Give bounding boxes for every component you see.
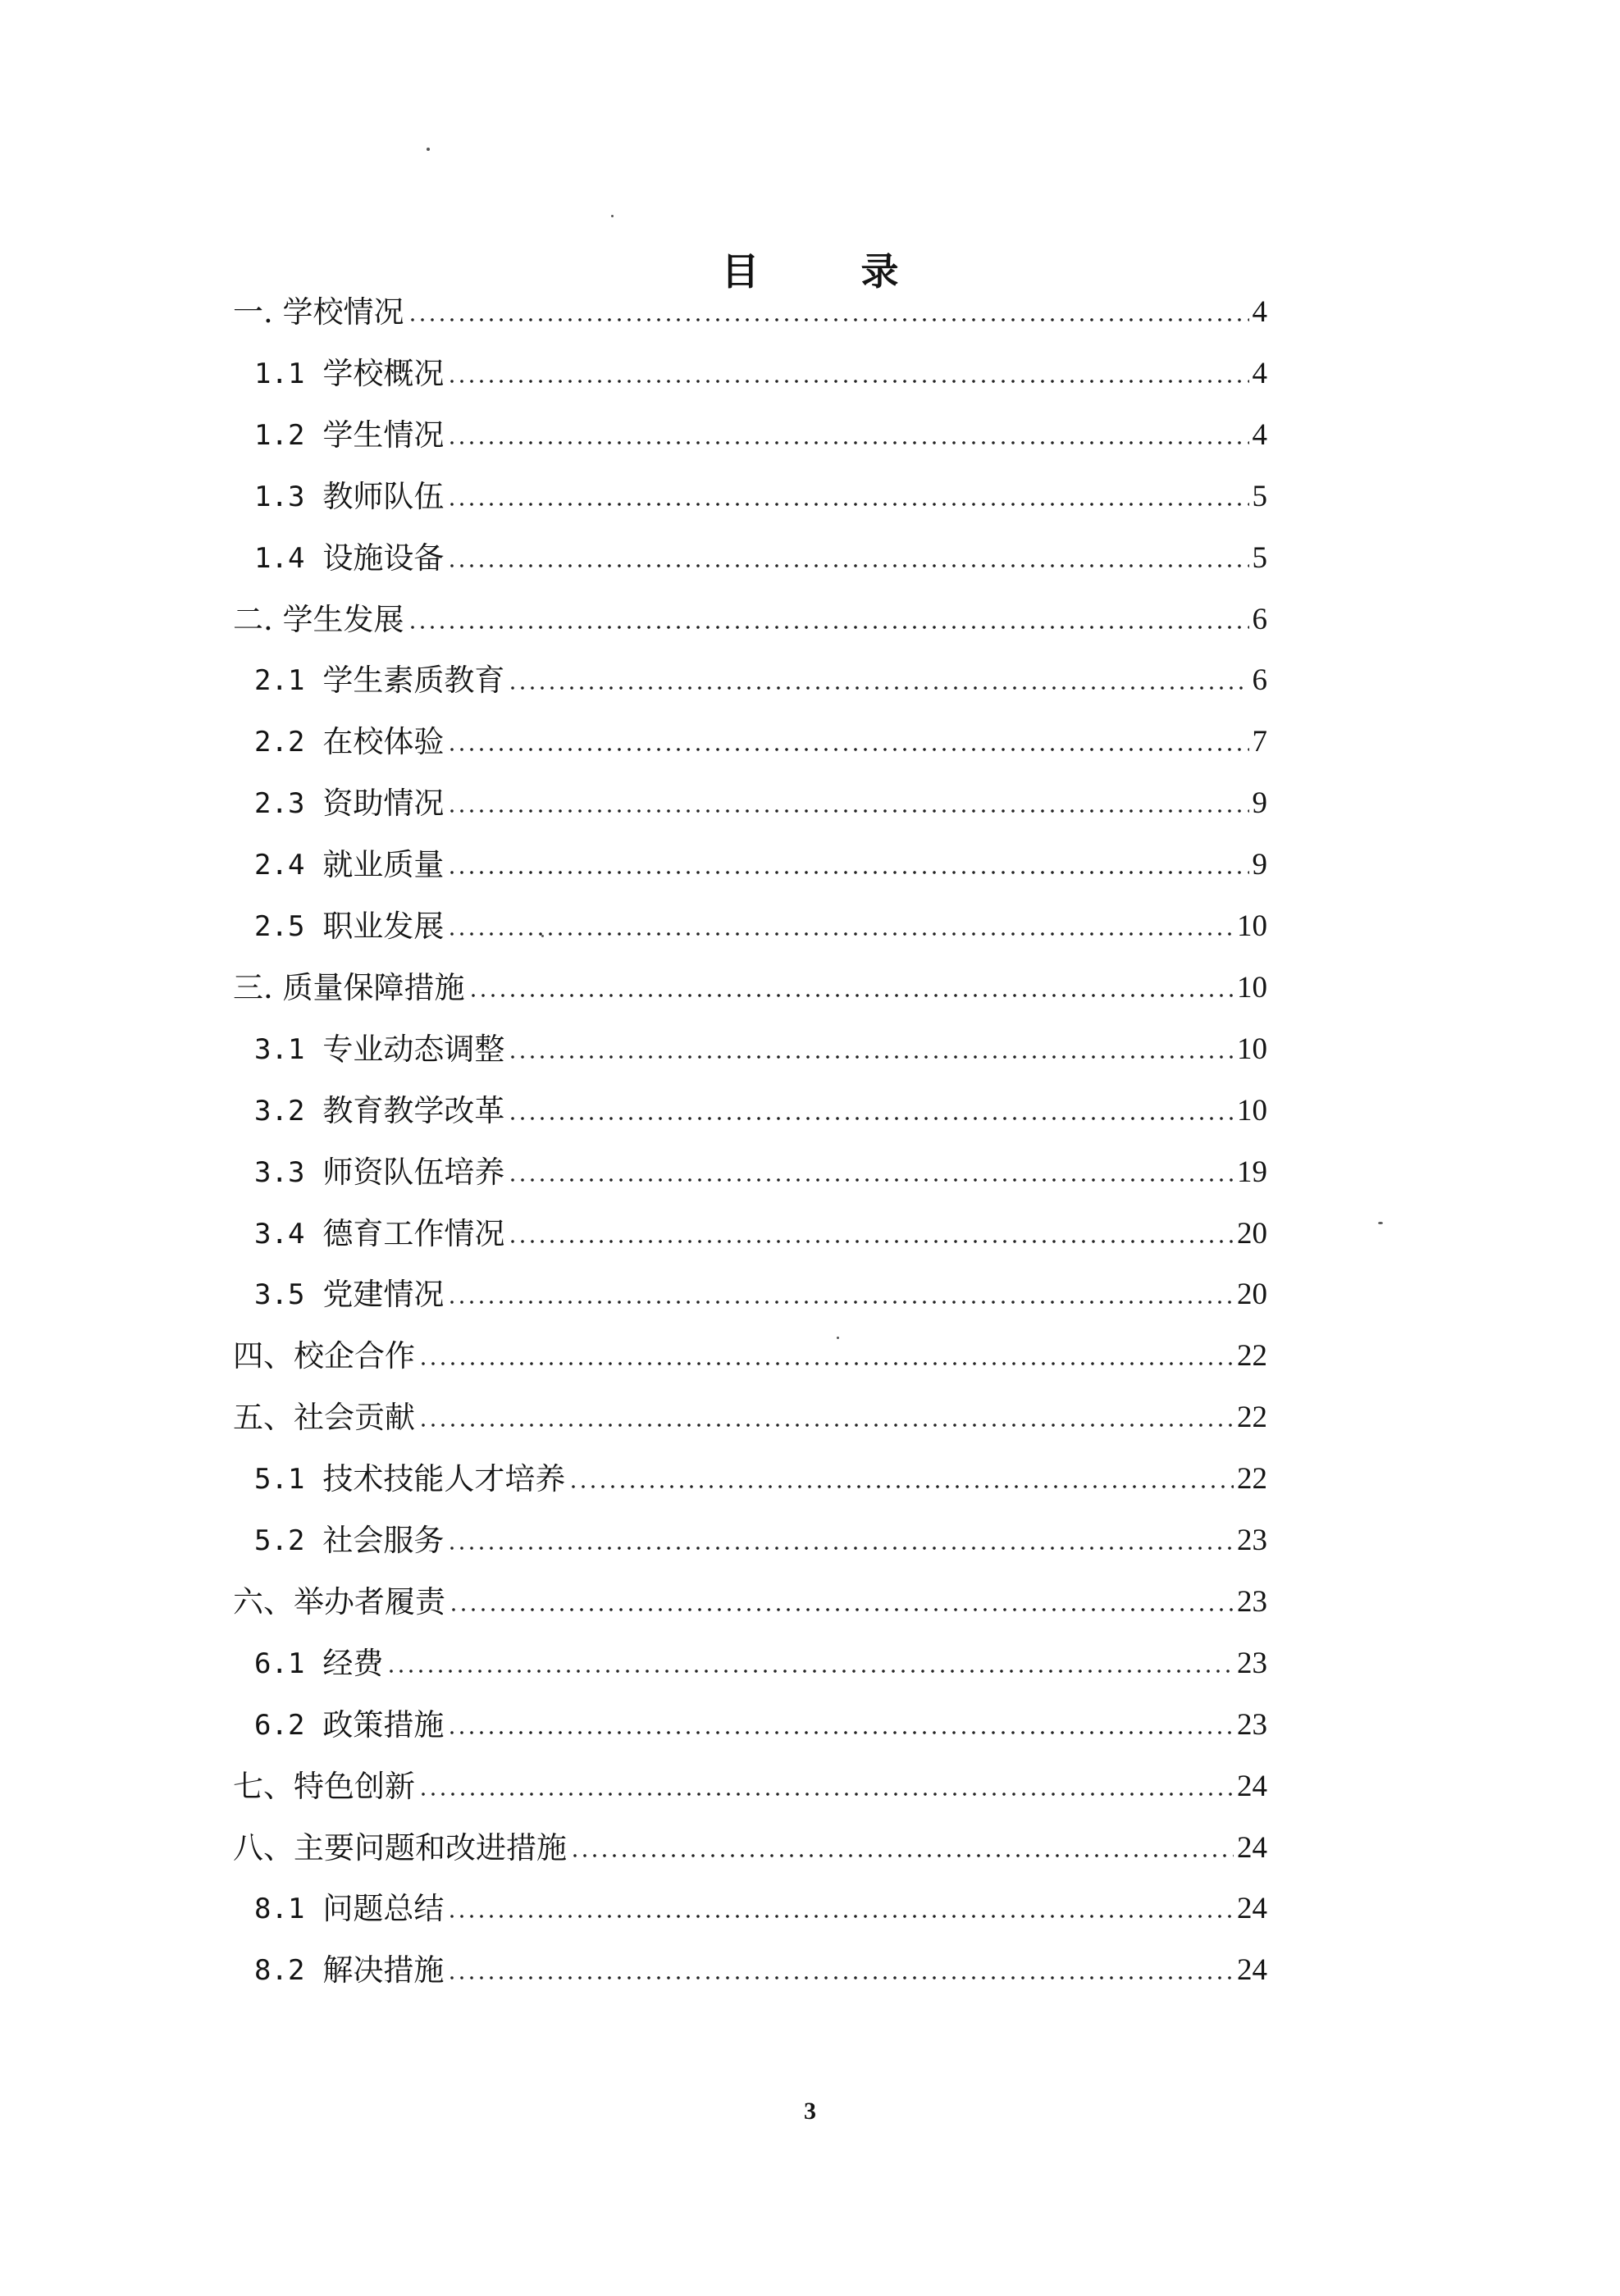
toc-entry[interactable] xyxy=(254,1704,1267,1743)
toc-entry[interactable] xyxy=(254,1519,1267,1559)
toc-entry-page: 20 xyxy=(1237,1278,1267,1312)
toc-entry-number: 1.4 xyxy=(254,541,305,575)
toc-entry-number: 6.2 xyxy=(254,1708,305,1742)
toc-entry-label: 在校体验 xyxy=(322,724,445,760)
toc-entry-page: 10 xyxy=(1237,909,1267,943)
toc-entry[interactable] xyxy=(233,967,1267,1006)
toc-entry-page: 24 xyxy=(1237,1830,1267,1865)
toc-entry[interactable] xyxy=(233,1827,1267,1866)
toc-entry[interactable] xyxy=(254,1151,1267,1191)
toc-entry-label: 学校概况 xyxy=(322,355,445,391)
toc-leader-dots xyxy=(447,380,1248,383)
toc-entry-page: 23 xyxy=(1237,1584,1267,1619)
toc-entry-page: 23 xyxy=(1237,1646,1267,1680)
toc-entry-number: 1.1 xyxy=(254,357,305,390)
toc-leader-dots xyxy=(508,1178,1234,1182)
toc-entry[interactable] xyxy=(233,291,1267,330)
toc-entry[interactable] xyxy=(254,1213,1267,1252)
toc-entry-number: 3.2 xyxy=(254,1094,305,1128)
toc-leader-dots xyxy=(418,1424,1234,1427)
toc-entry[interactable] xyxy=(233,1335,1267,1374)
toc-entry-label: 教育教学改革 xyxy=(322,1092,505,1128)
toc-leader-dots xyxy=(447,1976,1234,1979)
toc-entry-label: 学生情况 xyxy=(322,417,445,453)
toc-entry-page: 24 xyxy=(1237,1769,1267,1803)
toc-entry[interactable] xyxy=(254,1642,1267,1682)
toc-entry-page: 23 xyxy=(1237,1524,1267,1557)
toc-entry-page: 20 xyxy=(1237,1216,1267,1250)
toc-entry[interactable] xyxy=(254,1458,1267,1497)
toc-entry-page: 6 xyxy=(1252,602,1267,636)
toc-entry[interactable] xyxy=(254,414,1267,453)
toc-leader-dots xyxy=(568,1485,1234,1488)
toc-entry[interactable] xyxy=(254,1888,1267,1927)
scan-speck xyxy=(541,935,544,937)
toc-entry-label: 政策措施 xyxy=(322,1706,445,1742)
toc-entry-label: 六、举办者履责 xyxy=(233,1583,445,1620)
toc-entry[interactable] xyxy=(254,905,1267,945)
toc-entry-number: 2.3 xyxy=(254,787,305,821)
toc-leader-dots xyxy=(508,686,1248,690)
scan-speck xyxy=(837,1337,839,1339)
toc-leader-dots xyxy=(508,1240,1234,1243)
toc-entry-page: 4 xyxy=(1252,295,1267,329)
toc-leader-dots xyxy=(447,564,1248,567)
toc-entry[interactable] xyxy=(254,844,1267,883)
toc-entry-label: 资助情况 xyxy=(322,786,445,822)
toc-entry-label: 师资队伍培养 xyxy=(322,1154,505,1190)
toc-entry-label: 就业质量 xyxy=(322,847,445,883)
toc-entry-label: 职业发展 xyxy=(322,909,445,944)
toc-entry-label: 解决措施 xyxy=(322,1952,445,1988)
toc-entry-label: 德育工作情况 xyxy=(322,1215,505,1251)
toc-leader-dots xyxy=(447,809,1248,813)
toc-leader-dots xyxy=(447,441,1248,444)
toc-entry-number: 3.5 xyxy=(254,1278,305,1312)
toc-entry-label: 四、校企合作 xyxy=(233,1338,415,1374)
toc-entry-label: 二. 学生发展 xyxy=(233,601,404,637)
toc-entry-number: 3.3 xyxy=(254,1155,305,1189)
toc-entry[interactable] xyxy=(254,353,1267,392)
toc-entry-label: 专业动态调整 xyxy=(322,1031,505,1067)
toc-entry[interactable] xyxy=(233,1765,1267,1805)
toc-entry-page: 7 xyxy=(1252,725,1267,759)
toc-entry-number: 5.2 xyxy=(254,1524,305,1557)
toc-leader-dots xyxy=(508,1055,1234,1059)
toc-entry[interactable] xyxy=(254,782,1267,822)
toc-entry-label: 一. 学校情况 xyxy=(233,294,404,330)
scan-speck xyxy=(611,215,614,217)
toc-entry-label: 经费 xyxy=(322,1645,384,1681)
page-number: 3 xyxy=(804,2098,816,2125)
toc-entry-page: 5 xyxy=(1252,479,1267,513)
toc-entry-label: 设施设备 xyxy=(322,540,445,576)
toc-leader-dots xyxy=(386,1670,1234,1673)
toc-entry-label: 党建情况 xyxy=(322,1277,445,1313)
toc-entry-number: 2.4 xyxy=(254,849,305,882)
toc-entry-label: 技术技能人才培养 xyxy=(322,1461,566,1497)
toc-entry[interactable] xyxy=(233,599,1267,638)
toc-entry-page: 22 xyxy=(1237,1339,1267,1374)
toc-entry[interactable] xyxy=(254,476,1267,515)
toc-entry[interactable] xyxy=(254,659,1267,699)
toc-entry-number: 1.3 xyxy=(254,480,305,513)
toc-entry-label: 八、主要问题和改进措施 xyxy=(233,1829,567,1866)
toc-entry-page: 9 xyxy=(1252,786,1267,821)
toc-entry-number: 6.1 xyxy=(254,1647,305,1680)
toc-leader-dots xyxy=(447,503,1248,506)
toc-leader-dots xyxy=(418,1793,1234,1796)
toc-entry-page: 9 xyxy=(1252,848,1267,882)
toc-leader-dots xyxy=(408,318,1249,321)
toc-entry-number: 1.2 xyxy=(254,418,305,452)
scan-speck xyxy=(1378,1222,1383,1224)
scan-speck xyxy=(427,148,430,151)
toc-leader-dots xyxy=(418,1362,1234,1365)
toc-leader-dots xyxy=(447,1915,1234,1918)
toc-leader-dots xyxy=(447,1731,1234,1734)
toc-leader-dots xyxy=(447,932,1234,936)
toc-leader-dots xyxy=(447,748,1248,751)
toc-entry[interactable] xyxy=(254,1949,1267,1988)
toc-leader-dots xyxy=(468,994,1234,997)
toc-leader-dots xyxy=(570,1854,1234,1857)
toc-entry-number: 3.4 xyxy=(254,1217,305,1250)
toc-entry-page: 10 xyxy=(1237,970,1267,1004)
toc-entry-number: 8.2 xyxy=(254,1954,305,1988)
toc-entry-page: 6 xyxy=(1252,663,1267,698)
toc-leader-dots xyxy=(447,871,1248,874)
toc-entry[interactable] xyxy=(254,1028,1267,1068)
toc-entry-page: 5 xyxy=(1252,540,1267,575)
toc-entry-page: 24 xyxy=(1237,1953,1267,1988)
toc-entry-page: 4 xyxy=(1252,356,1267,390)
toc-title: 目 录 xyxy=(721,249,943,294)
toc-entry[interactable] xyxy=(233,1581,1267,1620)
toc-entry-page: 23 xyxy=(1237,1707,1267,1742)
toc-leader-dots xyxy=(408,626,1249,629)
toc-entry-label: 教师队伍 xyxy=(322,478,445,514)
toc-entry-number: 2.5 xyxy=(254,910,305,943)
toc-leader-dots xyxy=(447,1301,1234,1304)
toc-entry-label: 三. 质量保障措施 xyxy=(233,969,465,1005)
toc-entry-label: 学生素质教育 xyxy=(322,663,505,699)
toc-entry-page: 22 xyxy=(1237,1401,1267,1435)
toc-leader-dots xyxy=(449,1608,1234,1611)
toc-entry-number: 2.2 xyxy=(254,726,305,759)
toc-leader-dots xyxy=(447,1547,1234,1550)
toc-entry-page: 22 xyxy=(1237,1462,1267,1496)
toc-leader-dots xyxy=(508,1117,1234,1120)
toc-entry[interactable] xyxy=(233,1396,1267,1436)
toc-entry-number: 8.1 xyxy=(254,1893,305,1926)
toc-entry[interactable] xyxy=(254,1273,1267,1313)
toc-entry[interactable] xyxy=(254,721,1267,760)
toc-entry-label: 问题总结 xyxy=(322,1891,445,1927)
toc-entry-label: 社会服务 xyxy=(322,1523,445,1558)
toc-entry-page: 24 xyxy=(1237,1892,1267,1926)
toc-entry-page: 19 xyxy=(1237,1155,1267,1189)
toc-entry-number: 2.1 xyxy=(254,664,305,698)
toc-entry-number: 5.1 xyxy=(254,1463,305,1496)
toc-entry-label: 五、社会贡献 xyxy=(233,1400,415,1436)
toc-entry-number: 3.1 xyxy=(254,1032,305,1066)
toc-entry-page: 4 xyxy=(1252,417,1267,452)
toc-entry-page: 10 xyxy=(1237,1093,1267,1128)
toc-entry-page: 10 xyxy=(1237,1032,1267,1066)
toc-entry[interactable] xyxy=(254,1090,1267,1129)
toc-entry-label: 七、特色创新 xyxy=(233,1768,415,1804)
toc-entry[interactable] xyxy=(254,537,1267,576)
